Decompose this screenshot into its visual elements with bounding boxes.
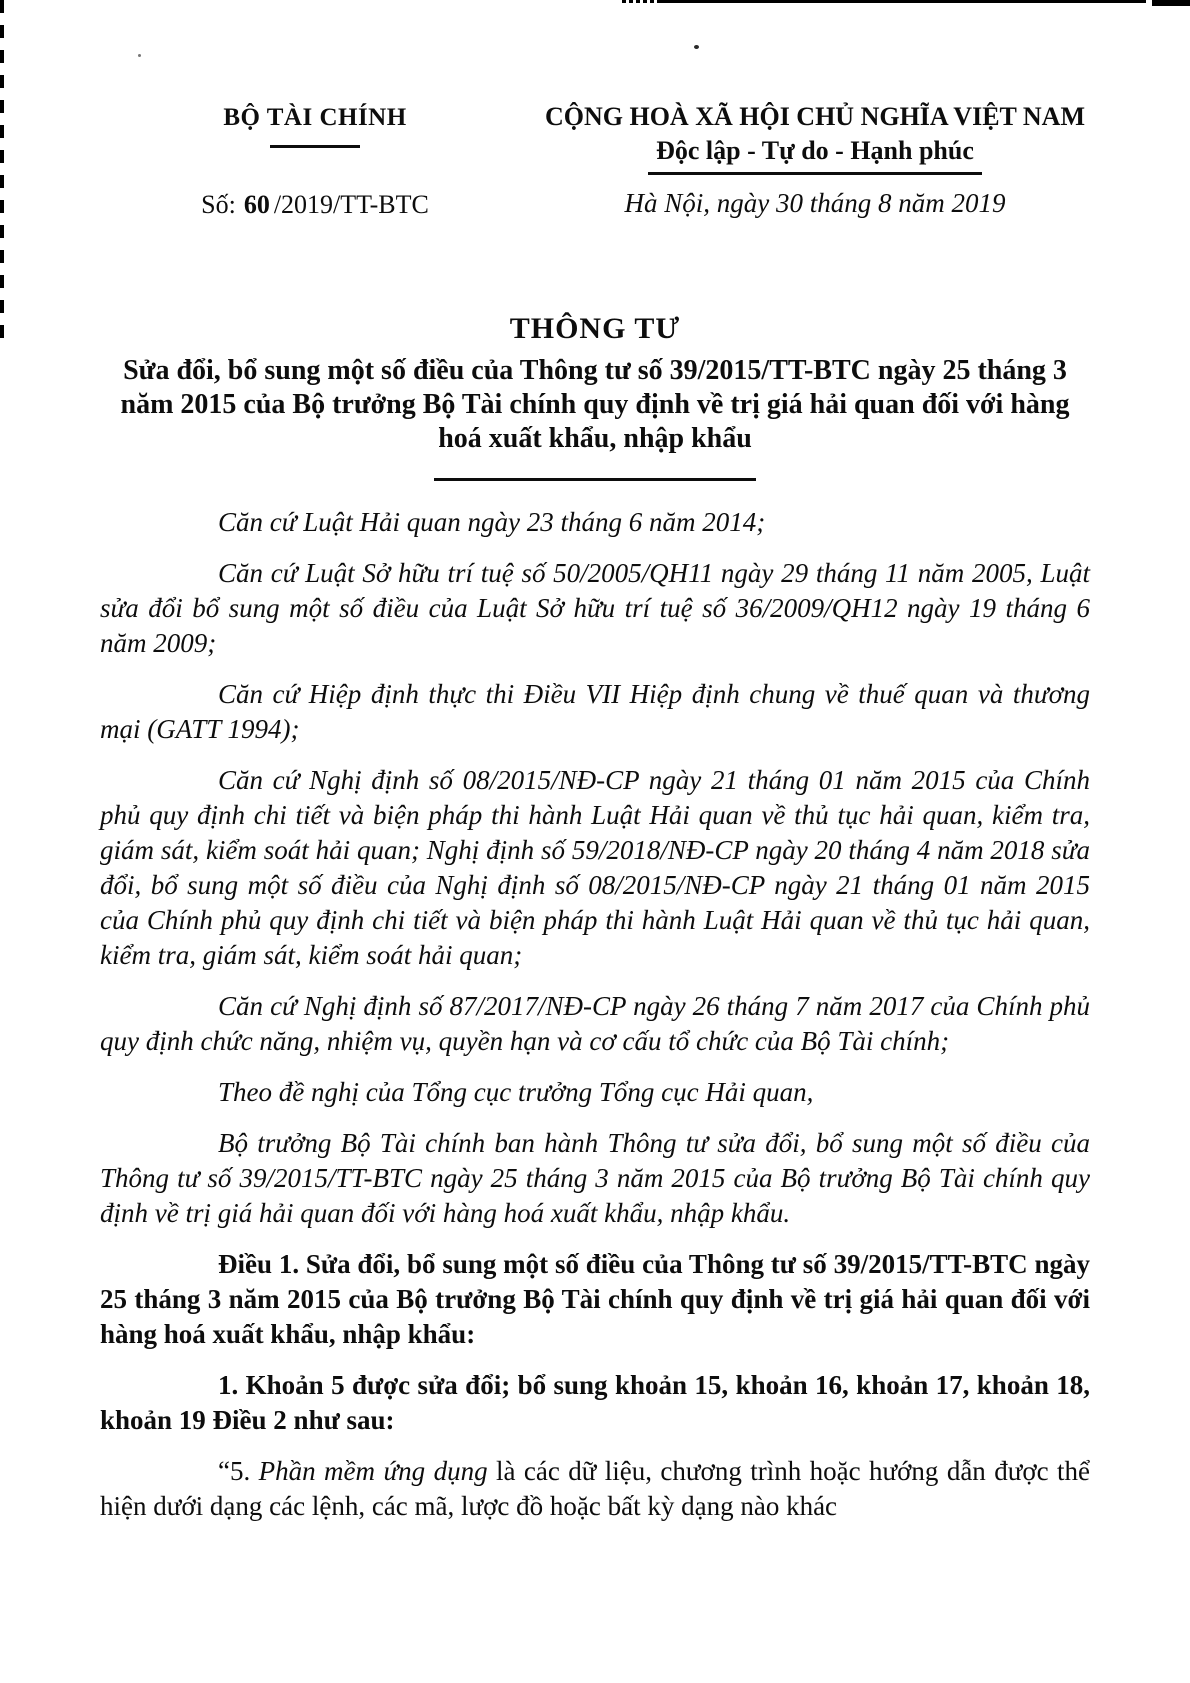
scan-artifact-top-bar-dashed (622, 0, 662, 3)
document-number-label: Số: (201, 190, 236, 219)
quoted-definition-paragraph (100, 1454, 1090, 1524)
scan-artifact-top-bar (660, 0, 1146, 3)
document-number-suffix: /2019/TT-BTC (273, 190, 429, 219)
preamble-paragraph: Căn cứ Nghị định số 87/2017/NĐ-CP ngày 26 tháng 7 năm 2017 của Chính phủ quy định chức năng, nhiệm vụ, quyền hạn và cơ cấu tổ chức của Bộ Tài chính; (100, 991, 1090, 1056)
place-and-date: Hà Nội, ngày 30 tháng 8 năm 2019 (624, 188, 1006, 218)
scan-artifact-dot (138, 54, 141, 57)
preamble-paragraph: Theo đề nghị của Tổng cục trưởng Tổng cục Hải quan, (218, 1077, 814, 1107)
scan-artifact-corner-block (1152, 0, 1190, 6)
clause-1-heading: 1. Khoản 5 được sửa đổi; bổ sung khoản 15, khoản 16, khoản 17, khoản 18, khoản 19 Điều 2 như sau: (100, 1370, 1090, 1435)
article-1-heading: Điều 1. Sửa đổi, bổ sung một số điều của Thông tư số 39/2015/TT-BTC ngày 25 tháng 3 năm 2015 của Bộ trưởng Bộ Tài chính quy định về trị giá hải quan đối với hàng hoá xuất khẩu, nhập khẩu: (100, 1249, 1090, 1349)
scan-artifact-dot (694, 45, 699, 49)
preamble-paragraph: Căn cứ Nghị định số 08/2015/NĐ-CP ngày 21 tháng 01 năm 2015 của Chính phủ quy định chi tiết và biện pháp thi hành Luật Hải quan về thủ tục hải quan, kiểm tra, giám sát, kiểm soát hải quan; Nghị định số 59/2018/NĐ-CP ngày 20 tháng 4 năm 2018 sửa đổi, bổ sung một số điều của Nghị định số 08/2015/NĐ-CP ngày 21 tháng 01 năm 2015 của Chính phủ quy định chi tiết và biện pháp thi hành Luật Hải quan về thủ tục hải quan, kiểm tra, giám sát, kiểm soát hải quan; (100, 765, 1090, 970)
defined-term: Phần mềm ứng dụng (258, 1456, 488, 1486)
document-type-heading: THÔNG TƯ (509, 312, 681, 345)
document-subtitle: Sửa đổi, bổ sung một số điều của Thông tư số 39/2015/TT-BTC ngày 25 tháng 3 năm 2015 của Bộ trưởng Bộ Tài chính quy định về trị giá hải quan đối với hàng hoá xuất khẩu, nhập khẩu (120, 355, 1070, 454)
document-title-block (100, 312, 1090, 481)
scan-artifact-left-edge (0, 0, 4, 348)
document-number (165, 190, 465, 220)
issuing-authority-block (165, 104, 465, 220)
issuing-authority-underline (270, 145, 360, 148)
document-number-value: 60 (243, 190, 270, 219)
issuing-authority-name: BỘ TÀI CHÍNH (223, 104, 407, 131)
preamble-paragraph: Căn cứ Hiệp định thực thi Điều VII Hiệp định chung về thuế quan và thương mại (GATT 1994); (100, 679, 1090, 744)
quote-text: là các dữ liệu, chương trình hoặc hướng dẫn được thể hiện dưới dạng các lệnh, các mã, lược đồ hoặc bất kỳ dạng nào khác (100, 1456, 1090, 1521)
national-motto: Độc lập - Tự do - Hạnh phúc (648, 135, 982, 175)
quote-prefix: “5. (218, 1456, 259, 1486)
preamble-paragraph: Căn cứ Luật Hải quan ngày 23 tháng 6 năm 2014; (218, 507, 766, 537)
preamble-paragraph: Căn cứ Luật Sở hữu trí tuệ số 50/2005/QH11 ngày 29 tháng 11 năm 2005, Luật sửa đổi bổ sung một số điều của Luật Sở hữu trí tuệ số 36/2009/QH12 ngày 19 tháng 6 năm 2009; (100, 558, 1090, 658)
country-title: CỘNG HOÀ XÃ HỘI CHỦ NGHĨA VIỆT NAM (544, 102, 1086, 131)
document-body (100, 505, 1090, 1540)
preamble-paragraph: Bộ trưởng Bộ Tài chính ban hành Thông tư sửa đổi, bổ sung một số điều của Thông tư số 39/2015/TT-BTC ngày 25 tháng 3 năm 2015 của Bộ trưởng Bộ Tài chính quy định về trị giá hải quan đối với hàng hoá xuất khẩu, nhập khẩu. (100, 1128, 1090, 1228)
title-divider-rule (434, 478, 756, 481)
national-header-block (525, 102, 1105, 219)
